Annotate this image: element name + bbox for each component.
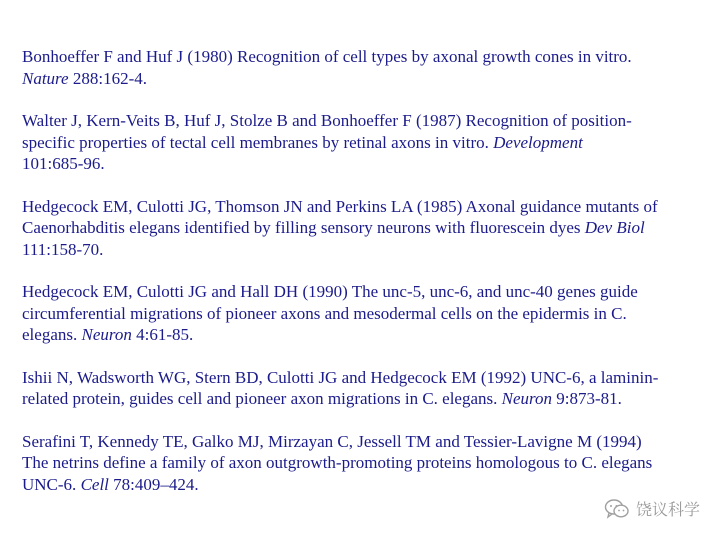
- reference-text: Ishii N, Wadsworth WG, Stern BD, Culotti JG and Hedgecock EM (1992) UNC-6, a laminin-: [22, 367, 659, 387]
- reference-text: Walter J, Kern-Veits B, Huf J, Stolze B and Bonhoeffer F (1987) Recognition of position-: [22, 111, 632, 130]
- journal-name: Nature: [22, 68, 69, 88]
- journal-name: Neuron: [81, 325, 132, 344]
- watermark-text: 饶议科学: [635, 500, 700, 519]
- reference-text: specific properties of tectal cell membranes by retinal axons in vitro.: [22, 132, 494, 152]
- watermark: [604, 497, 700, 520]
- reference-text: elegans.: [22, 325, 82, 344]
- journal-name: Dev Biol: [584, 218, 645, 237]
- reference-text: Serafini T, Kennedy TE, Galko MJ, Mirzayan C, Jessell TM and Tessier-Lavigne M (1994): [22, 431, 642, 451]
- reference-text: related protein, guides cell and pioneer axon migrations in C. elegans.: [22, 389, 502, 408]
- reference-line: [22, 452, 702, 474]
- reference-item: [22, 431, 702, 496]
- reference-line: [22, 431, 702, 453]
- reference-text: 111:158-70.: [22, 239, 104, 259]
- reference-text: Hedgecock EM, Culotti JG, Thomson JN and Perkins LA (1985) Axonal guidance mutants of: [22, 196, 658, 216]
- reference-list: [22, 46, 702, 516]
- reference-text: The netrins define a family of axon outgrowth-promoting proteins homologous to C. elegans: [22, 453, 653, 472]
- reference-text: 288:162-4.: [68, 68, 147, 88]
- reference-line: [22, 196, 702, 218]
- reference-text: Bonhoeffer F and Huf J (1980) Recognition of cell types by axonal growth cones in vitro.: [22, 47, 632, 66]
- reference-text: circumferential migrations of pioneer axons and mesodermal cells on the epidermis in C.: [22, 303, 627, 323]
- reference-text: UNC-6.: [22, 474, 81, 494]
- journal-name: Neuron: [501, 389, 553, 408]
- reference-item: [22, 46, 702, 89]
- reference-item: [22, 281, 702, 346]
- reference-line: [22, 153, 702, 175]
- reference-line: [22, 324, 702, 346]
- reference-line: [22, 68, 702, 90]
- reference-line: [22, 46, 702, 68]
- journal-name: Development: [493, 132, 583, 152]
- reference-text: Hedgecock EM, Culotti JG and Hall DH (1990) The unc-5, unc-6, and unc-40 genes guide: [22, 282, 638, 301]
- reference-line: [22, 367, 702, 389]
- reference-line: [22, 474, 702, 496]
- reference-item: [22, 367, 702, 410]
- reference-line: [22, 110, 702, 132]
- wechat-icon: [604, 498, 630, 520]
- reference-item: [22, 110, 702, 175]
- reference-item: [22, 196, 702, 261]
- reference-line: [22, 217, 702, 239]
- reference-line: [22, 239, 702, 261]
- reference-line: [22, 303, 702, 325]
- reference-line: [22, 388, 702, 410]
- journal-name: Cell: [80, 474, 109, 494]
- reference-text: Caenorhabditis elegans identified by filling sensory neurons with fluorescein dyes: [22, 218, 585, 237]
- reference-line: [22, 281, 702, 303]
- reference-text: 78:409–424.: [108, 474, 199, 494]
- reference-text: 101:685-96.: [22, 154, 105, 173]
- reference-line: [22, 132, 702, 154]
- reference-text: 9:873-81.: [552, 389, 622, 408]
- reference-text: 4:61-85.: [131, 325, 194, 344]
